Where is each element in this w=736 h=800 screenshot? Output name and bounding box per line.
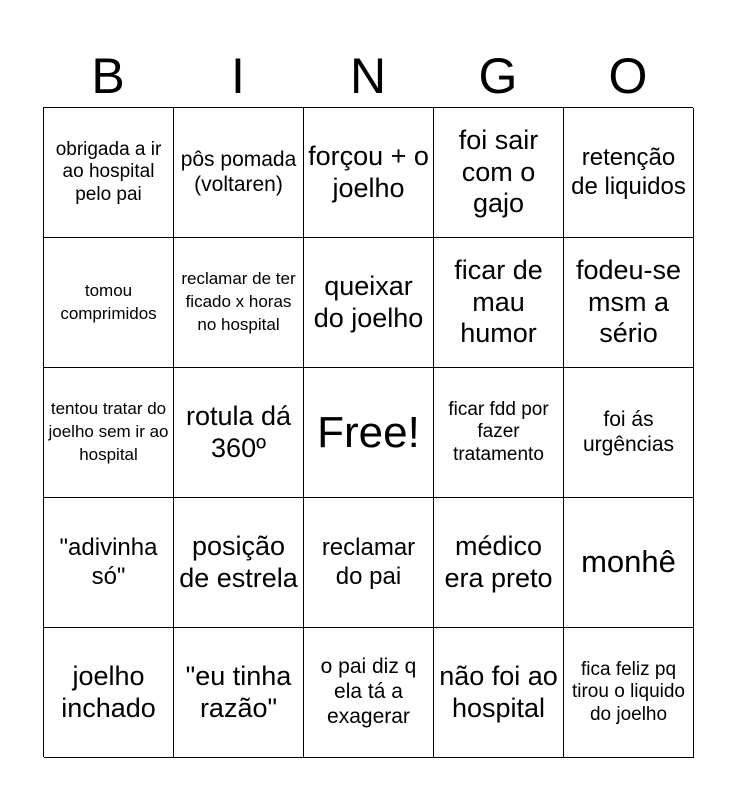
bingo-cell-r5c3[interactable]: [304, 628, 434, 758]
bingo-cell-r1c1[interactable]: [44, 108, 174, 238]
bingo-cell-r3c2[interactable]: [174, 368, 304, 498]
bingo-cell-r3c5[interactable]: [564, 368, 694, 498]
bingo-cell-r3c1[interactable]: [44, 368, 174, 498]
bingo-cell-r4c1[interactable]: [44, 498, 174, 628]
bingo-header: [43, 44, 693, 108]
cell-text: "adivinha só": [59, 534, 158, 590]
bingo-cell-r5c5[interactable]: [564, 628, 694, 758]
bingo-cell-r4c3[interactable]: [304, 498, 434, 628]
cell-text: queixar do joelho: [313, 270, 424, 333]
cell-text: tomou comprimidos: [60, 280, 157, 323]
bingo-cell-r2c2[interactable]: [174, 238, 304, 368]
bingo-cell-r5c1[interactable]: [44, 628, 174, 758]
bingo-cell-r4c2[interactable]: [174, 498, 304, 628]
cell-text: reclamar do pai: [321, 534, 416, 590]
header-letter-i: I: [231, 48, 245, 104]
cell-text: joelho inchado: [61, 660, 156, 723]
cell-text: fodeu-se msm a sério: [575, 254, 682, 349]
free-space-text: Free!: [317, 407, 420, 457]
cell-text: reclamar de ter ficado x horas no hospital: [181, 269, 296, 334]
bingo-cell-r5c2[interactable]: [174, 628, 304, 758]
bingo-cell-r1c5[interactable]: [564, 108, 694, 238]
bingo-card: [43, 107, 693, 757]
bingo-cell-r5c4[interactable]: [434, 628, 564, 758]
header-letter-o: O: [608, 48, 648, 104]
cell-text: monhê: [581, 544, 676, 580]
bingo-cell-r1c4[interactable]: [434, 108, 564, 238]
cell-text: obrigada a ir ao hospital pelo pai: [55, 138, 162, 205]
bingo-cell-r4c4[interactable]: [434, 498, 564, 628]
cell-text: tentou tratar do joelho sem ir ao hospital: [48, 399, 169, 464]
cell-text: ficar fdd por fazer tratamento: [448, 398, 549, 465]
cell-text: forçou + o joelho: [308, 140, 429, 203]
bingo-cell-r2c5[interactable]: [564, 238, 694, 368]
cell-text: foi sair com o gajo: [458, 124, 539, 219]
cell-text: rotula dá 360º: [185, 400, 292, 463]
bingo-cell-r1c2[interactable]: [174, 108, 304, 238]
header-letter-b: B: [91, 48, 125, 104]
bingo-cell-r2c1[interactable]: [44, 238, 174, 368]
bingo-cell-r2c3[interactable]: [304, 238, 434, 368]
header-letter-n: N: [349, 48, 387, 104]
cell-text: ficar de mau humor: [454, 254, 543, 349]
bingo-cell-r3c4[interactable]: [434, 368, 564, 498]
cell-text: fica feliz pq tirou o liquido do joelho: [571, 658, 686, 725]
cell-text: não foi ao hospital: [439, 660, 558, 723]
bingo-cell-r4c5[interactable]: [564, 498, 694, 628]
bingo-cell-free[interactable]: [304, 368, 434, 498]
cell-text: o pai diz q ela tá a exagerar: [320, 655, 417, 728]
cell-text: retenção de liquidos: [571, 144, 686, 200]
bingo-cell-r2c4[interactable]: [434, 238, 564, 368]
header-letter-g: G: [478, 48, 518, 104]
cell-text: pôs pomada (voltaren): [180, 147, 297, 196]
cell-text: foi ás urgências: [582, 407, 675, 456]
cell-text: posição de estrela: [179, 530, 298, 593]
bingo-cell-r1c3[interactable]: [304, 108, 434, 238]
cell-text: médico era preto: [444, 530, 553, 593]
cell-text: "eu tinha razão": [185, 660, 292, 723]
